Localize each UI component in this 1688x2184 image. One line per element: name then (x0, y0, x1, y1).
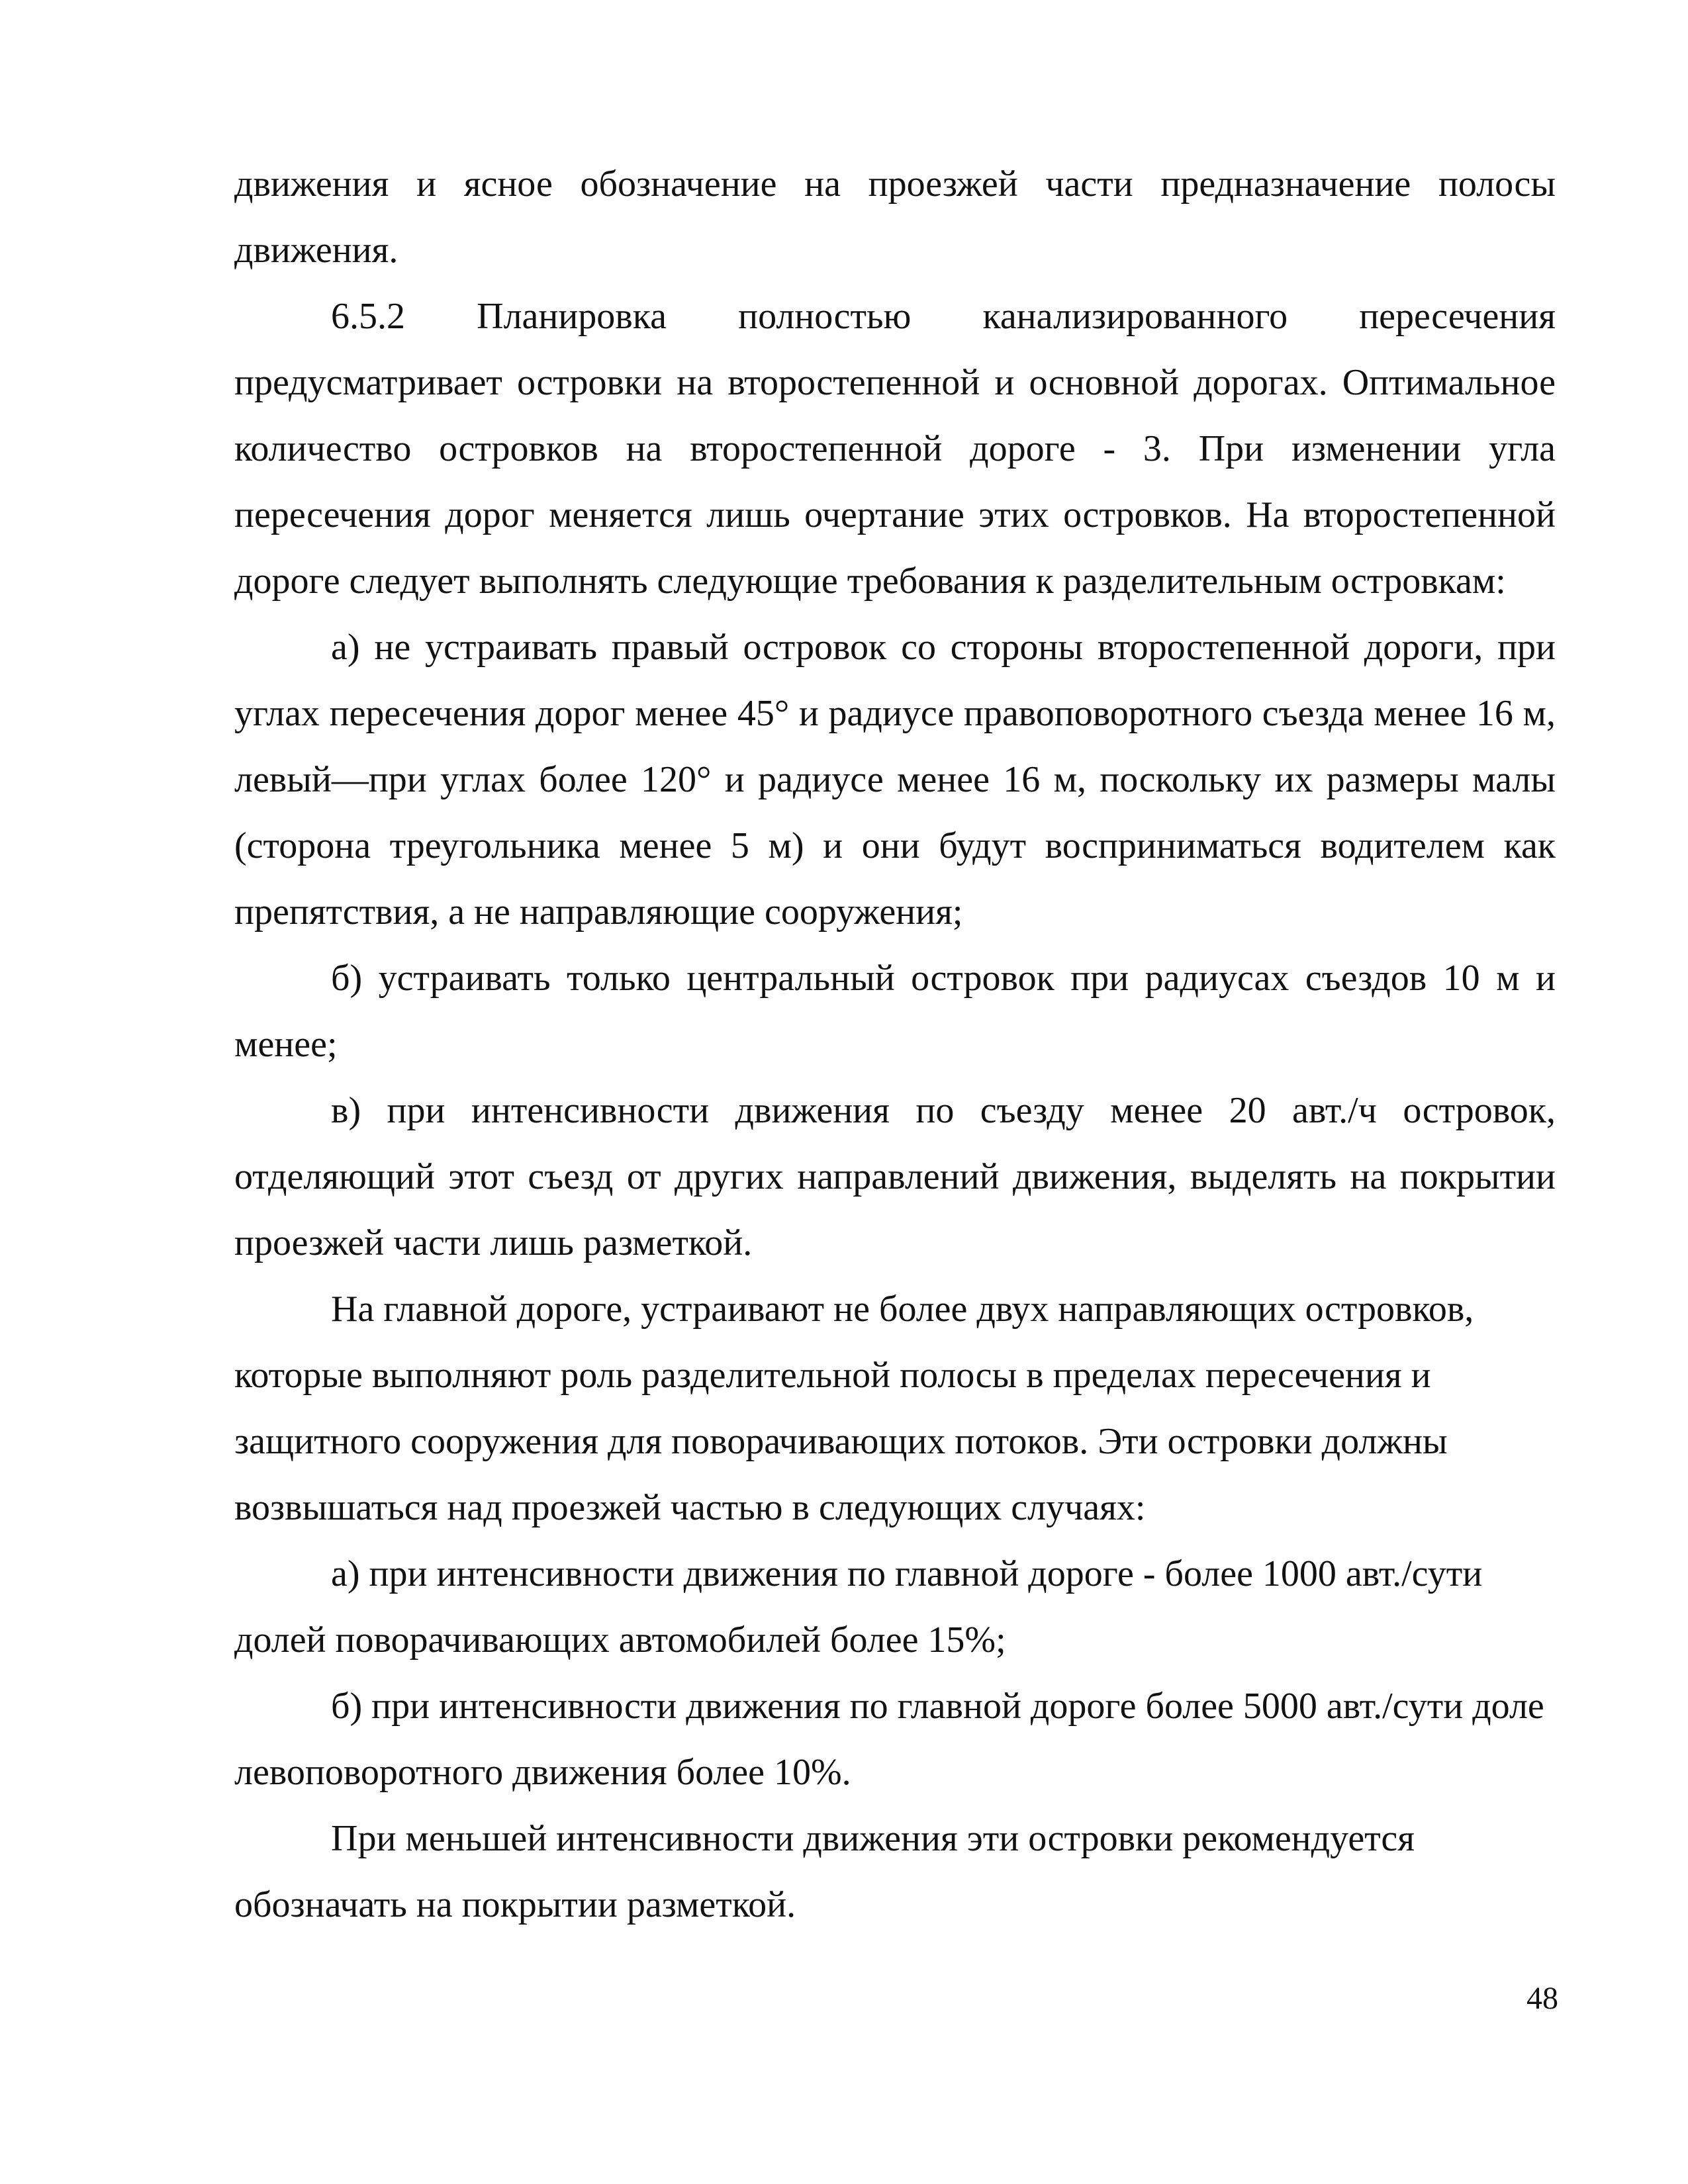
paragraph-low-intensity: При меньшей интенсивности движения эти островки рекомендуется обозначать на покрытии разметкой. (234, 1818, 1415, 1925)
list-item-a-secondary: а) не устраивать правый островок со стороны второстепенной дороги, при углах пересечения дорог менее 45° и радиусе правоповоротного съезда менее 16 м, левый—при углах более 120° и радиусе менее 16 м, поскольку их размеры малы (сторона треугольника менее 5 м) и они будут восприниматься водителем как препятствия, а не направляющие сооружения; (234, 627, 1556, 933)
body-text (234, 151, 1556, 1938)
paragraph-continuation: движения и ясное обозначение на проезжей части предназначение полосы движения. (234, 163, 1556, 271)
list-item-b-main: б) при интенсивности движения по главной дороге более 5000 авт./сути доле левоповоротного движения более 10%. (234, 1686, 1544, 1793)
paragraph-6-5-2: 6.5.2 Планировка полностью канализированного пересечения предусматривает островки на второстепенной и основной дорогах. Оптимальное количество островков на второстепенной дороге - 3. При изменении угла пересечения дорог меняется лишь очертание этих островков. На второстепенной дороге следует выполнять следующие требования к разделительным островкам: (234, 296, 1556, 602)
list-item-v-secondary: в) при интенсивности движения по съезду менее 20 авт./ч островок, отделяющий этот съезд от других направлений движения, выделять на покрытии проезжей части лишь разметкой. (234, 1090, 1556, 1263)
list-item-b-secondary: б) устраивать только центральный островок при радиусах съездов 10 м и менее; (234, 958, 1556, 1065)
list-item-a-main: а) при интенсивности движения по главной дороге - более 1000 авт./сути долей поворачивающих автомобилей более 15%; (234, 1553, 1483, 1661)
page-number: 48 (1526, 1981, 1558, 2016)
paragraph-main-road: На главной дороге, устраивают не более двух направляющих островков, которые выполняют роль разделительной полосы в пределах пересечения и защитного сооружения для поворачивающих потоков. Эти островки должны возвышаться над проезжей частью в следующих случаях: (234, 1289, 1474, 1528)
